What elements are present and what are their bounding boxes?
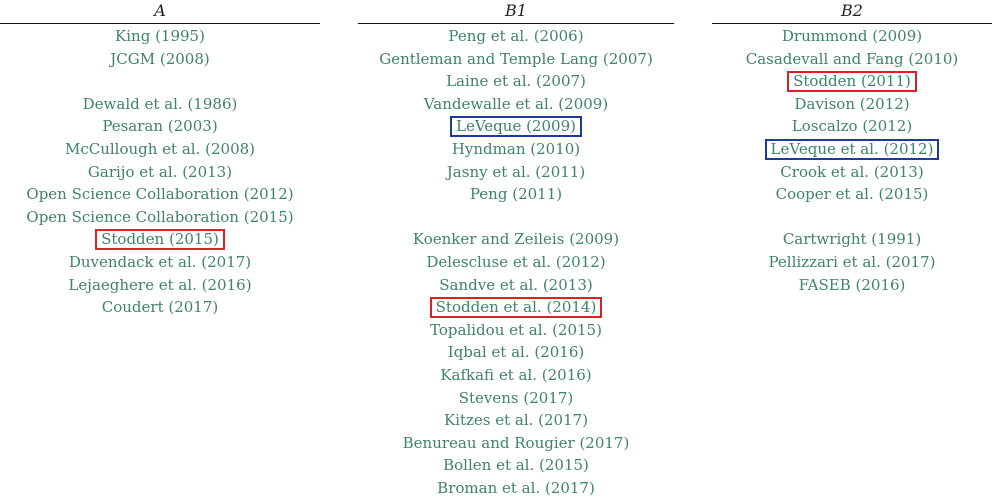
- column-entries: [712, 25, 992, 296]
- citation-text: Kafkafi et al. (2016): [440, 365, 592, 384]
- citation-entry: [0, 48, 320, 71]
- citation-text: Casadevall and Fang (2010): [745, 49, 959, 68]
- highlighted-citation-red: Stodden (2011): [789, 73, 915, 90]
- citation-text: Iqbal et al. (2016): [447, 343, 585, 362]
- citation-entry: [0, 93, 320, 116]
- highlighted-citation-red: Stodden (2015): [97, 231, 223, 248]
- citation-entry: [712, 48, 992, 71]
- column-b1: [358, 0, 674, 499]
- citation-text: Sandve et al. (2013): [439, 275, 593, 294]
- citation-entry: [358, 387, 674, 410]
- citation-entry: [358, 228, 674, 251]
- citation-entry: [712, 161, 992, 184]
- citation-entry: [358, 341, 674, 364]
- citation-entry: [358, 409, 674, 432]
- citation-text: Open Science Collaboration (2012): [26, 185, 294, 204]
- highlighted-citation-blue: LeVeque et al. (2012): [767, 141, 938, 158]
- citation-text: Dewald et al. (1986): [82, 94, 238, 113]
- citation-text: Gentleman and Temple Lang (2007): [379, 49, 653, 68]
- citation-entry: [358, 477, 674, 500]
- citation-text: Benureau and Rougier (2017): [402, 433, 630, 452]
- citation-entry: [0, 274, 320, 297]
- citation-text: Jasny et al. (2011): [446, 162, 586, 181]
- column-a: [0, 0, 320, 319]
- citation-entry: [0, 251, 320, 274]
- citation-entry: [712, 228, 992, 251]
- citation-text: Laine et al. (2007): [446, 72, 586, 91]
- citation-text: Loscalzo (2012): [791, 117, 913, 136]
- citation-text: FASEB (2016): [798, 275, 906, 294]
- citation-text: Cooper et al. (2015): [775, 185, 929, 204]
- citation-entry: [358, 70, 674, 93]
- citation-entry: [712, 115, 992, 138]
- citation-text: McCullough et al. (2008): [64, 139, 256, 158]
- citation-entry: [358, 251, 674, 274]
- column-header: B2: [712, 0, 992, 24]
- column-entries: [358, 25, 674, 499]
- citation-entry: [358, 454, 674, 477]
- citation-text: Open Science Collaboration (2015): [26, 207, 294, 226]
- citation-text: Peng (2011): [469, 185, 563, 204]
- citation-text: Drummond (2009): [781, 27, 923, 45]
- citation-entry: [712, 251, 992, 274]
- citation-entry: [358, 138, 674, 161]
- citation-entry: [358, 274, 674, 297]
- citation-text: Peng et al. (2006): [448, 27, 584, 45]
- citation-text: Delescluse et al. (2012): [426, 252, 606, 271]
- citation-text: Koenker and Zeileis (2009): [412, 230, 620, 249]
- citation-text: King (1995): [115, 27, 205, 45]
- column-entries: [0, 25, 320, 319]
- citation-entry: [358, 48, 674, 71]
- citation-text: Garijo et al. (2013): [87, 162, 233, 181]
- citation-text: Topalidou et al. (2015): [430, 320, 602, 339]
- citation-entry: [0, 25, 320, 48]
- citation-entry: [358, 432, 674, 455]
- citation-text: Hyndman (2010): [451, 139, 581, 158]
- citation-text: Bollen et al. (2015): [443, 456, 589, 475]
- citation-entry: [0, 161, 320, 184]
- citation-entry: [358, 296, 674, 319]
- citation-entry: [0, 115, 320, 138]
- highlighted-citation-red: Stodden et al. (2014): [432, 299, 601, 316]
- citation-entry: [0, 206, 320, 229]
- group-spacer: [358, 206, 674, 229]
- group-spacer: [0, 70, 320, 93]
- citation-entry: [712, 274, 992, 297]
- citation-entry: [0, 228, 320, 251]
- citation-text: Pesaran (2003): [102, 117, 218, 136]
- citation-entry: [0, 183, 320, 206]
- citation-text: Cartwright (1991): [782, 230, 922, 249]
- citation-entry: [358, 319, 674, 342]
- citation-text: Stevens (2017): [458, 388, 574, 407]
- citation-entry: [0, 138, 320, 161]
- citation-text: Duvendack et al. (2017): [68, 252, 252, 271]
- citation-entry: [358, 115, 674, 138]
- citation-text: Coudert (2017): [101, 298, 219, 317]
- citation-entry: [0, 296, 320, 319]
- highlighted-citation-blue: LeVeque (2009): [452, 118, 580, 135]
- citation-text: Pellizzari et al. (2017): [768, 252, 936, 271]
- citation-entry: [358, 161, 674, 184]
- citation-entry: [358, 25, 674, 48]
- citation-text: Kitzes et al. (2017): [443, 411, 589, 430]
- citation-entry: [712, 93, 992, 116]
- citation-entry: [358, 93, 674, 116]
- column-header: B1: [358, 0, 674, 24]
- citation-entry: [358, 183, 674, 206]
- column-b2: [712, 0, 992, 296]
- group-spacer: [712, 206, 992, 229]
- citation-text: Broman et al. (2017): [437, 478, 595, 497]
- citation-text: JCGM (2008): [110, 49, 210, 68]
- citation-text: Davison (2012): [794, 94, 910, 113]
- citation-entry: [712, 183, 992, 206]
- citation-text: Lejaeghere et al. (2016): [68, 275, 252, 294]
- citation-entry: [712, 138, 992, 161]
- citation-entry: [712, 70, 992, 93]
- citation-text: Vandewalle et al. (2009): [423, 94, 609, 113]
- column-header: A: [0, 0, 320, 24]
- citation-entry: [358, 364, 674, 387]
- citation-text: Crook et al. (2013): [780, 162, 924, 181]
- citation-entry: [712, 25, 992, 48]
